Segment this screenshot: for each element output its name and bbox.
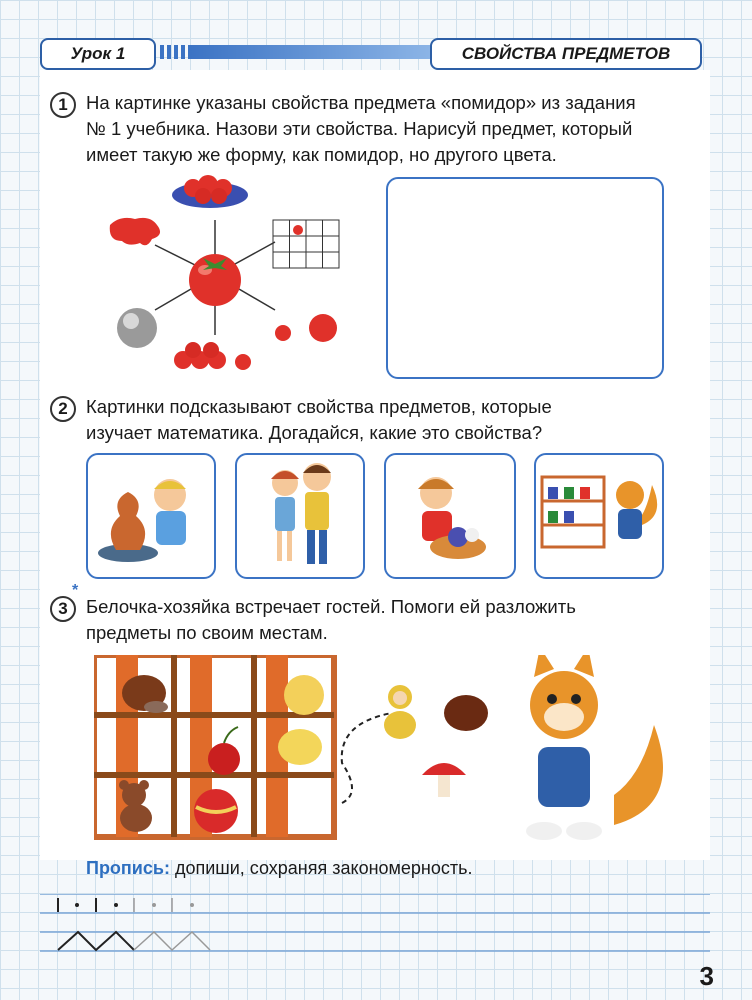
page-number: 3 <box>699 961 714 991</box>
lemon-on-shelf <box>278 729 322 765</box>
red-color-splash <box>110 218 160 245</box>
girl-with-toys-basket-image <box>386 455 514 577</box>
shelf-scene <box>94 655 684 845</box>
task-2-number: 2 <box>50 396 76 422</box>
picture-card-3 <box>384 453 516 579</box>
squirrel-with-shelf-image <box>536 455 662 577</box>
tomato-properties-diagram <box>95 170 365 380</box>
task-1-number: 1 <box>50 92 76 118</box>
copybook-label: Пропись: <box>86 858 170 878</box>
task-3-number: 3 <box>50 596 76 622</box>
lemon-slice-on-shelf <box>284 675 324 715</box>
walnut <box>444 695 488 731</box>
boy-with-clay-vase-image <box>88 455 214 577</box>
drawing-area[interactable] <box>386 177 664 379</box>
squirrel-hostess <box>526 655 663 840</box>
lesson-label: Урок 1 <box>40 38 156 70</box>
mushroom <box>422 763 466 797</box>
cherry-on-shelf <box>208 743 240 775</box>
copybook-text: допиши, сохраняя закономерность. <box>174 858 473 878</box>
bonus-star: * <box>72 582 79 599</box>
tomato-image <box>189 254 241 306</box>
task-1-text: На картинке указаны свойства предмета «помидор» из задания № 1 учебника. Назови эти свойства. Нарисуй предмет, который имеет такую же форму, как помидор, но другого цвета. <box>86 92 636 165</box>
bowl-of-tomatoes-image <box>172 175 248 208</box>
copybook-lines <box>40 894 710 964</box>
topic-title: СВОЙСТВА ПРЕДМЕТОВ <box>430 38 702 70</box>
roly-poly-toy <box>384 685 416 739</box>
header-stripes <box>160 45 192 59</box>
picture-card-1 <box>86 453 216 579</box>
picture-card-2 <box>235 453 365 579</box>
header-bar <box>190 45 430 59</box>
copybook-instruction <box>86 858 473 879</box>
round-shape-ball <box>117 308 157 348</box>
task-2-text: Картинки подсказывают свойства предметов, которые изучает математика. Догадайся, какие это свойства? <box>86 396 552 443</box>
task-3-text: Белочка-хозяйка встречает гостей. Помоги ей разложить предметы по своим местам. <box>86 596 576 643</box>
size-grid-image <box>273 220 339 268</box>
picture-card-4 <box>534 453 664 579</box>
girl-and-boy-height-image <box>237 455 363 577</box>
group-of-tomatoes <box>174 342 251 370</box>
